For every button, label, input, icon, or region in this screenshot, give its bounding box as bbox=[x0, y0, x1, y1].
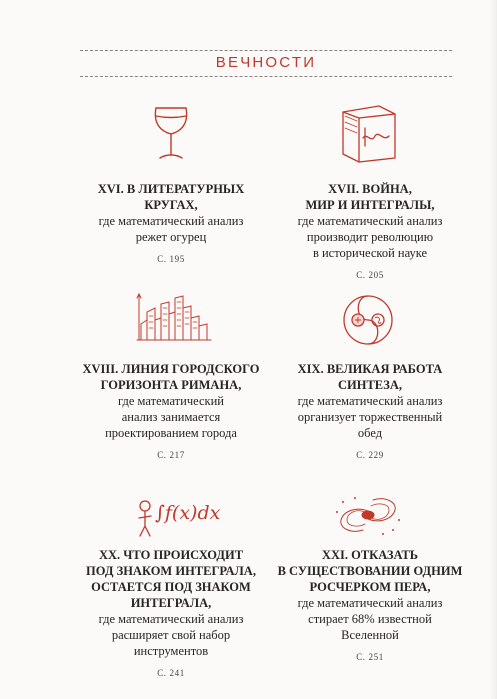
entry-description-line: режет огурец bbox=[135, 230, 207, 244]
toc-entry-xvi[interactable] bbox=[71, 181, 271, 267]
page-number: С. 205 bbox=[356, 270, 384, 280]
page-number: С. 229 bbox=[356, 450, 384, 460]
galaxy-icon bbox=[333, 490, 403, 540]
toc-entry-xix[interactable] bbox=[270, 361, 470, 463]
entry-title-line: ПОД ЗНАКОМ ИНТЕГРАЛА, bbox=[86, 564, 256, 578]
entry-description-line: обед bbox=[357, 426, 383, 440]
entry-description-line: стирает 68% известной bbox=[308, 612, 432, 626]
section-header bbox=[80, 44, 452, 78]
entry-title-line: ОСТАЕТСЯ ПОД ЗНАКОМ bbox=[91, 580, 251, 594]
entry-description-line: где математический анализ bbox=[297, 214, 443, 228]
page-number: С. 241 bbox=[157, 668, 185, 678]
entry-title-line: ГОРИЗОНТА РИМАНА, bbox=[100, 378, 242, 392]
entry-title-line: XX. ЧТО ПРОИСХОДИТ bbox=[98, 548, 244, 562]
header-rule-bottom bbox=[80, 76, 452, 77]
entry-title-line: ИНТЕГРАЛА, bbox=[130, 596, 212, 610]
entry-description-line: производит революцию bbox=[306, 230, 434, 244]
entry-description-line: где математический bbox=[118, 394, 224, 408]
entry-description-line: Вселенной bbox=[341, 628, 399, 642]
integral-figure-icon bbox=[137, 492, 221, 540]
toc-entry-xvii[interactable] bbox=[270, 181, 470, 283]
entry-title-line: XVI. В ЛИТЕРАТУРНЫХ bbox=[97, 182, 245, 196]
toc-entry-xxi[interactable] bbox=[270, 547, 470, 665]
entry-description-line: где математический анализ bbox=[98, 612, 244, 626]
entry-description-line: в исторической науке bbox=[312, 246, 428, 260]
entry-description-line: расширяет свой набор bbox=[111, 628, 231, 642]
entry-description-line: инструментов bbox=[133, 644, 209, 658]
integral-formula: ∫f(x)dx bbox=[155, 502, 221, 524]
page-number: С. 195 bbox=[157, 254, 185, 264]
entry-title-line: XVII. ВОЙНА, bbox=[328, 182, 412, 196]
entry-description-line: организует торжественный bbox=[297, 410, 443, 424]
yin-yang-icon bbox=[341, 293, 395, 347]
page-number: С. 251 bbox=[356, 652, 384, 662]
section-title: ВЕЧНОСТИ bbox=[215, 54, 317, 71]
toc-entry-xx[interactable] bbox=[71, 547, 271, 681]
entry-title-line: XVIII. ЛИНИЯ ГОРОДСКОГО bbox=[82, 362, 260, 376]
entry-title-line: XXI. ОТКАЗАТЬ bbox=[321, 548, 419, 562]
entry-title-line: XIX. ВЕЛИКАЯ РАБОТА bbox=[297, 362, 443, 376]
header-rule-top bbox=[80, 50, 452, 51]
page-number: С. 217 bbox=[157, 450, 185, 460]
entry-description-line: проектированием города bbox=[105, 426, 237, 440]
entry-description-line: где математический анализ bbox=[98, 214, 244, 228]
city-skyline-icon bbox=[133, 290, 213, 344]
toc-entry-xviii[interactable] bbox=[71, 361, 271, 463]
entry-title-line: В СУЩЕСТВОВАНИИ ОДНИМ bbox=[277, 564, 463, 578]
wine-glass-icon bbox=[148, 104, 194, 164]
entry-title-line: КРУГАХ, bbox=[144, 198, 198, 212]
book-icon bbox=[339, 102, 399, 164]
entry-description-line: где математический анализ bbox=[297, 596, 443, 610]
entry-title-line: МИР И ИНТЕГРАЛЫ, bbox=[305, 198, 435, 212]
entry-title-line: РОСЧЕРКОМ ПЕРА, bbox=[309, 580, 431, 594]
entry-description-line: где математический анализ bbox=[297, 394, 443, 408]
entry-title-line: СИНТЕЗА, bbox=[337, 378, 403, 392]
entry-description-line: анализ занимается bbox=[121, 410, 221, 424]
page-edge-shadow bbox=[489, 0, 497, 699]
